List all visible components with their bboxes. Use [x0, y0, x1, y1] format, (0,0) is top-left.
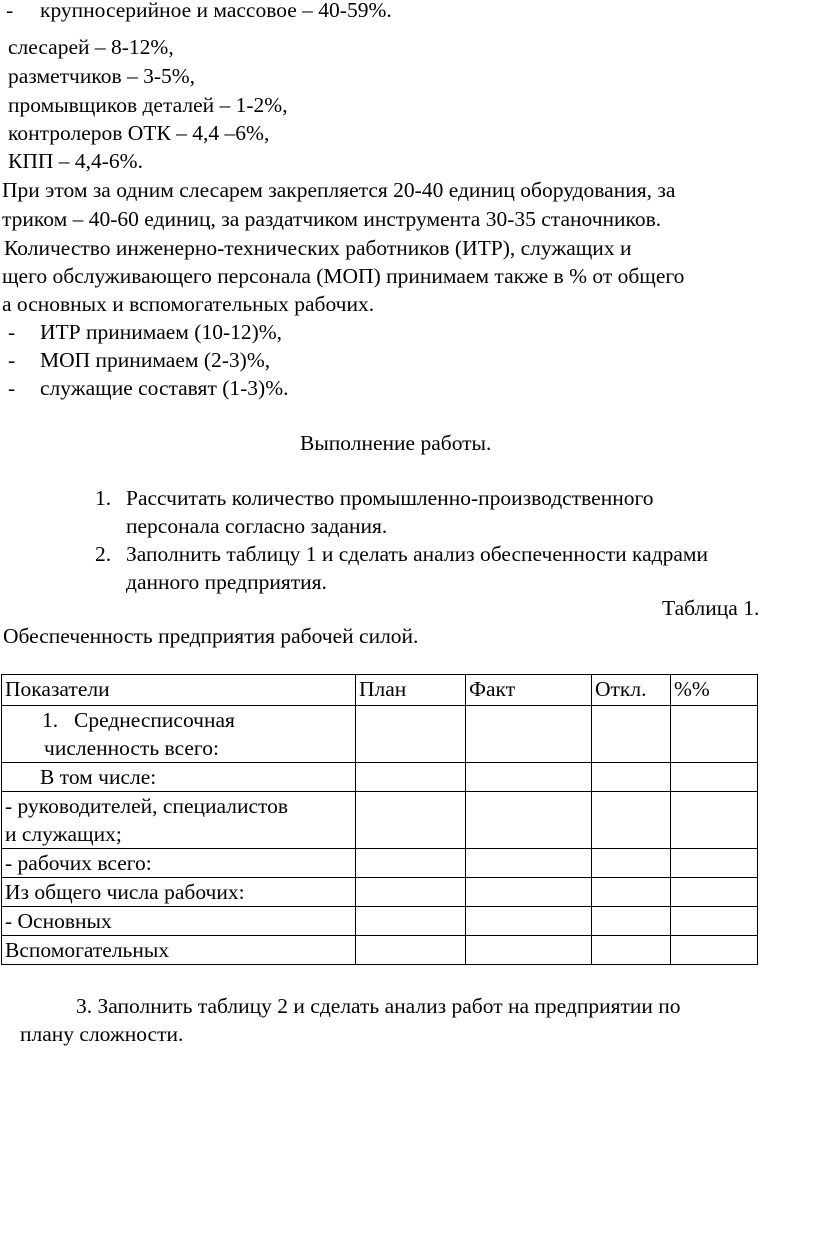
fact-cell[interactable]	[466, 849, 592, 878]
fact-cell[interactable]	[466, 706, 592, 763]
row-label	[2, 792, 356, 849]
percent-cell[interactable]	[671, 907, 758, 936]
table-row	[2, 763, 758, 792]
list-dash: -	[8, 320, 16, 344]
fact-cell[interactable]	[466, 878, 592, 907]
column-header: План	[356, 675, 466, 706]
row-label: - рабочих всего:	[2, 849, 356, 878]
ratio-item: КПП – 4,4-6%.	[8, 149, 143, 173]
table-row	[2, 792, 758, 849]
section-title: Выполнение работы.	[300, 431, 492, 455]
task-text: Рассчитать количество промышленно-производственного	[126, 486, 654, 510]
deviation-cell[interactable]	[592, 763, 671, 792]
row-number: 1.	[42, 708, 59, 732]
row-label-line: численность всего:	[44, 736, 219, 760]
percent-cell[interactable]	[671, 763, 758, 792]
row-label-line: - руководителей, специалистов	[5, 794, 289, 818]
deviation-cell[interactable]	[592, 936, 671, 965]
list-dash: -	[8, 348, 16, 372]
fact-cell[interactable]	[466, 936, 592, 965]
deviation-cell[interactable]	[592, 907, 671, 936]
staffing-table	[1, 674, 758, 965]
column-header: Факт	[466, 675, 592, 706]
percent-cell[interactable]	[671, 936, 758, 965]
paragraph-line: а основных и вспомогательных рабочих.	[2, 292, 375, 316]
fact-cell[interactable]	[466, 792, 592, 849]
plan-cell[interactable]	[356, 907, 466, 936]
table-label: Таблица 1.	[662, 596, 760, 620]
table-row	[2, 706, 758, 763]
deviation-cell[interactable]	[592, 706, 671, 763]
list-dash: -	[8, 376, 16, 400]
deviation-cell[interactable]	[592, 878, 671, 907]
table-row	[2, 878, 758, 907]
row-label: - Основных	[2, 907, 356, 936]
percent-cell[interactable]	[671, 878, 758, 907]
deviation-cell[interactable]	[592, 849, 671, 878]
list-dash: -	[6, 0, 14, 22]
column-header: %%	[671, 675, 758, 706]
percent-cell[interactable]	[671, 849, 758, 878]
dash-item: ИТР принимаем (10-12)%,	[40, 320, 283, 344]
ratio-item: промывщиков деталей – 1-2%,	[8, 93, 288, 117]
list-item-production-type: крупносерийное и массовое – 40-59%.	[40, 0, 392, 22]
percent-cell[interactable]	[671, 792, 758, 849]
row-label: В том числе:	[2, 763, 356, 792]
fact-cell[interactable]	[466, 763, 592, 792]
task-text: 3. Заполнить таблицу 2 и сделать анализ работ на предприятии по	[76, 994, 681, 1018]
task-text: плану сложности.	[20, 1022, 184, 1046]
table-header-row	[2, 675, 758, 706]
percent-cell[interactable]	[671, 706, 758, 763]
column-header: Откл.	[592, 675, 671, 706]
row-label-line: Среднесписочная	[74, 708, 235, 732]
task-text: данного предприятия.	[126, 570, 327, 594]
ratio-item: разметчиков – 3-5%,	[8, 64, 196, 88]
task-text: персонала согласно задания.	[126, 514, 388, 538]
task-text: Заполнить таблицу 1 и сделать анализ обеспеченности кадрами	[126, 542, 709, 566]
deviation-cell[interactable]	[592, 792, 671, 849]
table-row	[2, 936, 758, 965]
plan-cell[interactable]	[356, 849, 466, 878]
paragraph-line: При этом за одним слесарем закрепляется 20-40 единиц оборудования, за	[2, 178, 676, 202]
row-label-line: и служащих;	[5, 822, 122, 846]
plan-cell[interactable]	[356, 878, 466, 907]
table-title: Обеспеченность предприятия рабочей силой.	[3, 624, 419, 648]
table-row	[2, 849, 758, 878]
row-label: Из общего числа рабочих:	[2, 878, 356, 907]
row-label: Вспомогательных	[2, 936, 356, 965]
paragraph-line: Количество инженерно-технических работников (ИТР), служащих и	[4, 236, 632, 260]
column-header: Показатели	[2, 675, 356, 706]
plan-cell[interactable]	[356, 706, 466, 763]
paragraph-line: триком – 40-60 единиц, за раздатчиком инструмента 30-35 станочников.	[2, 207, 662, 231]
task-number: 1.	[95, 486, 112, 510]
paragraph-line: щего обслуживающего персонала (МОП) принимаем также в % от общего	[2, 264, 685, 288]
plan-cell[interactable]	[356, 763, 466, 792]
dash-item: служащие составят (1-3)%.	[40, 376, 289, 400]
dash-item: МОП принимаем (2-3)%,	[40, 348, 271, 372]
ratio-item: контролеров ОТК – 4,4 –6%,	[8, 121, 270, 145]
plan-cell[interactable]	[356, 936, 466, 965]
task-number: 2.	[95, 542, 112, 566]
ratio-item: слесарей – 8-12%,	[8, 35, 174, 59]
fact-cell[interactable]	[466, 907, 592, 936]
row-label	[2, 706, 356, 763]
table-row	[2, 907, 758, 936]
plan-cell[interactable]	[356, 792, 466, 849]
